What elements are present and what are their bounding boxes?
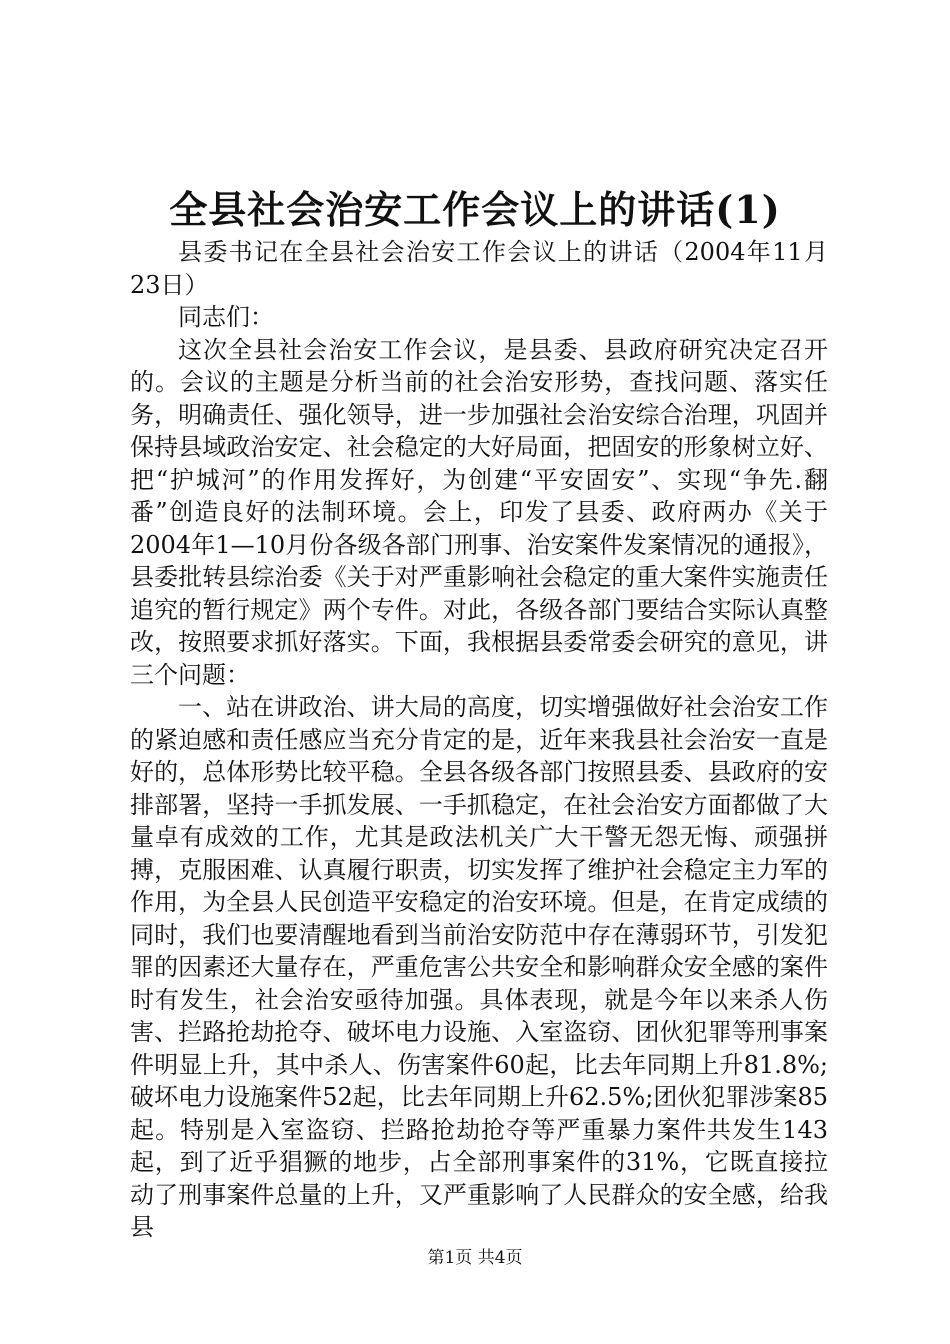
paragraph-intro: 这次全县社会治安工作会议，是县委、县政府研究决定召开的。会议的主题是分析当前的社会治安形势，查找问题、落实任务，明确责任、强化领导，进一步加强社会治安综合治理，巩固并保持县域政治安定、社会稳定的大好局面，把固安的形象树立好、把“护城河”的作用发挥好，为创建“平安固安”、实现“争先.翻番”创造良好的法制环境。会上，印发了县委、政府两办《关于2004年1—10月份各级各部门刑事、治安案件发案情况的通报》，县委批转县综治委《关于对严重影响社会稳定的重大案件实施责任追究的暂行规定》两个专件。对此，各级各部门要结合实际认真整改，按照要求抓好落实。下面，我根据县委常委会研究的意见，讲三个问题： [130,335,828,689]
paragraph-salutation: 同志们： [178,303,274,331]
document-title: 全县社会治安工作会议上的讲话(1) [169,187,781,232]
page-footer: 第1页 共4页 [427,1248,523,1268]
paragraph-subtitle: 县委书记在全县社会治安工作会议上的讲话（2004年11月23日） [130,238,828,299]
document-body [130,236,828,1244]
paragraph-section-one: 一、站在讲政治、讲大局的高度，切实增强做好社会治安工作的紧迫感和责任感应当充分肯定的是，近年来我县社会治安一直是好的，总体形势比较平稳。全县各级各部门按照县委、县政府的安排部署，坚持一手抓发展、一手抓稳定，在社会治安方面都做了大量卓有成效的工作，尤其是政法机关广大干警无怨无悔、顽强拼搏，克服困难、认真履行职责，切实发挥了维护社会稳定主力军的作用，为全县人民创造平安稳定的治安环境。但是，在肯定成绩的同时，我们也要清醒地看到当前治安防范中存在薄弱环节，引发犯罪的因素还大量存在，严重危害公共安全和影响群众安全感的案件时有发生，社会治安亟待加强。具体表现，就是今年以来杀人伤害、拦路抢劫抢夺、破坏电力设施、入室盗窃、团伙犯罪等刑事案件明显上升，其中杀人、伤害案件60起，比去年同期上升81.8%;破坏电力设施案件52起，比去年同期上升62.5%;团伙犯罪涉案85起。特别是入室盗窃、拦路抢劫抢夺等严重暴力案件共发生143起，到了近乎猖獗的地步，占全部刑事案件的31%，它既直接拉动了刑事案件总量的上升，又严重影响了人民群众的安全感，给我县 [130,693,828,1241]
